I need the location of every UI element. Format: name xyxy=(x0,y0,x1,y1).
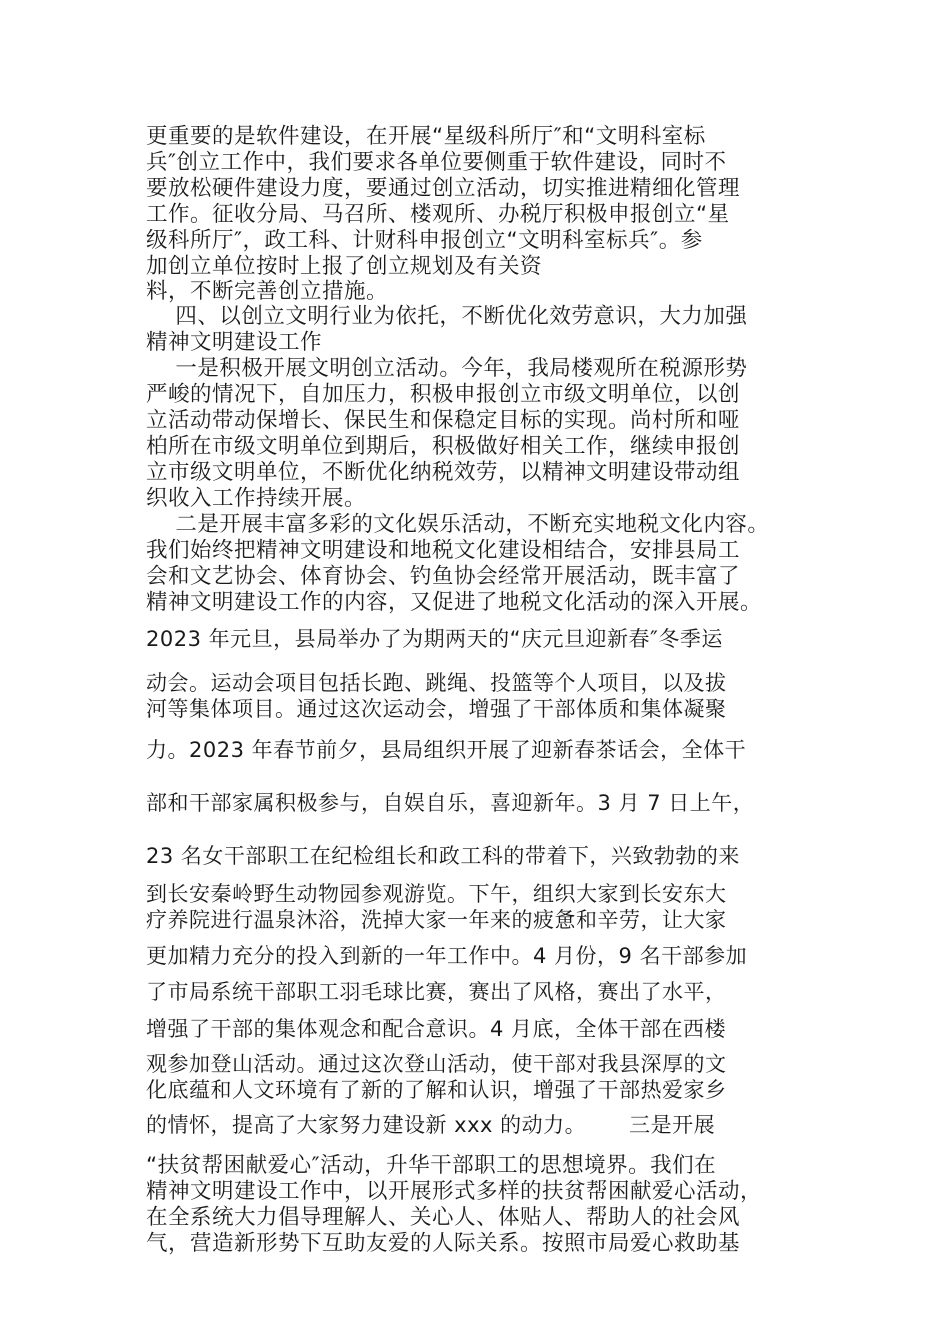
text-line: 更加精力充分的投入到新的一年工作中。4 月份，9 名干部参加 xyxy=(146,944,748,968)
text-line: 精神文明建设工作中，以开展形式多样的扶贫帮困献爱心活动， xyxy=(146,1179,763,1204)
text-line: 精神文明建设工作的内容，又促进了地税文化活动的深入开展。 xyxy=(146,590,763,615)
text-line: 级科所厅″，政工科、计财科申报创立“文明科室标兵″。参 xyxy=(146,228,703,253)
text-line: 我们始终把精神文明建设和地税文化建设相结合，安排县局工 xyxy=(146,538,741,563)
text-line: 一是积极开展文明创立活动。今年，我局楼观所在税源形势 xyxy=(146,356,748,381)
text-line: 工作。征收分局、马召所、楼观所、办税厅积极申报创立“星 xyxy=(146,202,730,227)
section-heading: 精神文明建设工作 xyxy=(146,330,323,355)
text-line: 部和干部家属积极参与，自娱自乐，喜迎新年。3 月 7 日上午， xyxy=(146,791,755,815)
text-line: 增强了干部的集体观念和配合意识。4 月底，全体干部在西楼 xyxy=(146,1017,727,1041)
text-line: 立活动带动保增长、保民生和保稳定目标的实现。尚村所和哑 xyxy=(146,408,741,433)
text-line: 更重要的是软件建设，在开展“星级科所厅″和“文明科室标 xyxy=(146,124,706,149)
text-line: 的情怀，提高了大家努力建设新 xxx 的动力。 三是开展 xyxy=(146,1113,716,1137)
text-line: 23 名女干部职工在纪检组长和政工科的带着下，兴致勃勃的来 xyxy=(146,844,740,868)
text-line: 织收入工作持续开展。 xyxy=(146,486,367,511)
text-line: “扶贫帮困献爱心″活动，升华干部职工的思想境界。我们在 xyxy=(146,1153,717,1178)
text-line: 立市级文明单位，不断优化纳税效劳，以精神文明建设带动组 xyxy=(146,460,741,485)
text-line: 到长安秦岭野生动物园参观游览。下午，组织大家到长安东大 xyxy=(146,882,727,906)
text-line: 兵″创立工作中，我们要求各单位要侧重于软件建设，同时不 xyxy=(146,150,727,175)
text-line: 气，营造新形势下互助友爱的人际关系。按照市局爱心救助基 xyxy=(146,1231,741,1256)
text-line: 河等集体项目。通过这次运动会，增强了干部体质和集体凝聚 xyxy=(146,697,727,721)
text-line: 动会。运动会项目包括长跑、跳绳、投篮等个人项目，以及拔 xyxy=(146,671,727,695)
text-line: 料，不断完善创立措施。 xyxy=(146,279,389,304)
text-line: 二是开展丰富多彩的文化娱乐活动，不断充实地税文化内容。 xyxy=(146,512,770,537)
text-line: 要放松硬件建设力度，要通过创立活动，切实推进精细化管理 xyxy=(146,176,741,201)
text-line: 了市局系统干部职工羽毛球比赛，赛出了风格，赛出了水平， xyxy=(146,980,727,1004)
text-line: 在全系统大力倡导理解人、关心人、体贴人、帮助人的社会风 xyxy=(146,1205,741,1230)
section-heading: 四、以创立文明行业为依托，不断优化效劳意识，大力加强 xyxy=(146,304,748,329)
text-line: 2023 年元旦，县局举办了为期两天的“庆元旦迎新春″冬季运 xyxy=(146,627,723,651)
text-line: 力。2023 年春节前夕，县局组织开展了迎新春茶话会，全体干 xyxy=(146,738,747,762)
text-line: 会和文艺协会、体育协会、钓鱼协会经常开展活动，既丰富了 xyxy=(146,564,741,589)
text-line: 观参加登山活动。通过这次登山活动，使干部对我县深厚的文 xyxy=(146,1052,727,1076)
text-line: 加创立单位按时上报了创立规划及有关资 xyxy=(146,254,543,279)
text-line: 柏所在市级文明单位到期后，积极做好相关工作，继续申报创 xyxy=(146,434,741,459)
text-line: 化底蕴和人文环境有了新的了解和认识，增强了干部热爱家乡 xyxy=(146,1078,727,1102)
text-line: 严峻的情况下，自加压力，积极申报创立市级文明单位，以创 xyxy=(146,382,741,407)
text-line: 疗养院进行温泉沐浴，洗掉大家一年来的疲惫和辛劳，让大家 xyxy=(146,908,727,932)
